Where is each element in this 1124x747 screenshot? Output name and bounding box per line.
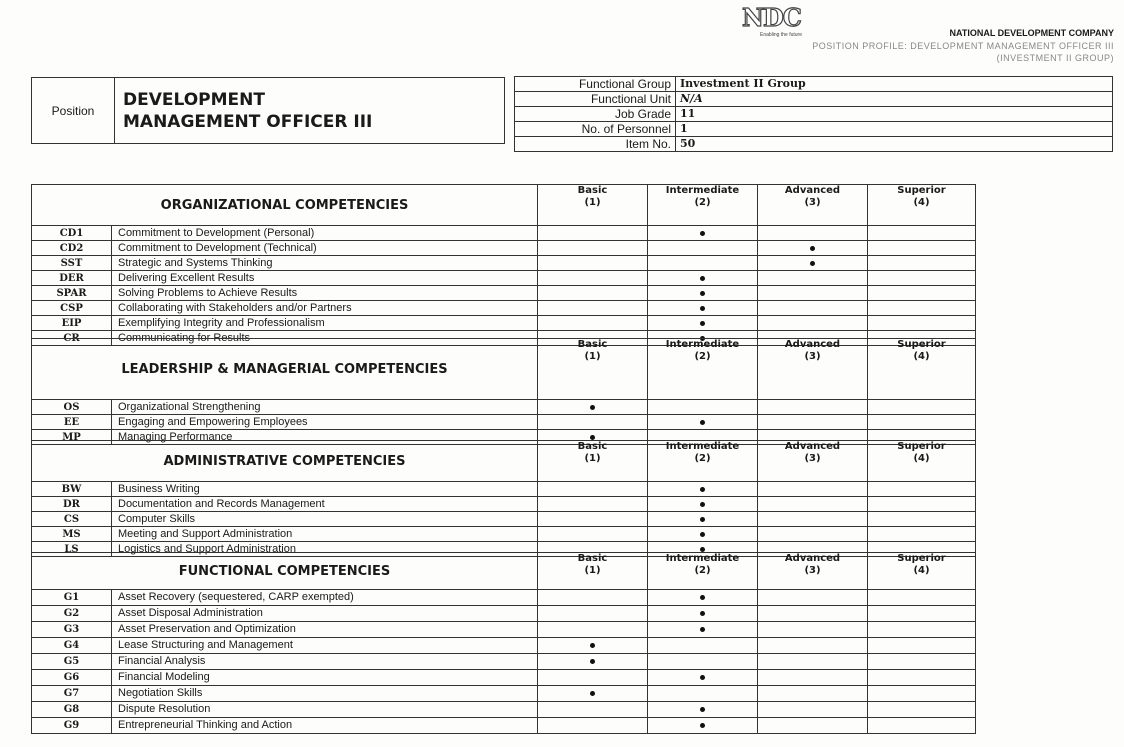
level-cell bbox=[648, 497, 758, 512]
level-cell bbox=[758, 400, 868, 415]
section-title: FUNCTIONAL COMPETENCIES bbox=[32, 553, 538, 590]
info-row bbox=[515, 107, 1113, 122]
level-cell bbox=[538, 256, 648, 271]
level-number: (4) bbox=[913, 565, 930, 576]
level-cell bbox=[538, 316, 648, 331]
level-cell bbox=[868, 497, 976, 512]
level-name: Superior bbox=[897, 339, 946, 350]
info-key: Item No. bbox=[515, 137, 676, 152]
level-number: (1) bbox=[584, 351, 601, 362]
level-name: Advanced bbox=[784, 441, 841, 452]
level-cell bbox=[648, 654, 758, 670]
competency-code: OS bbox=[32, 400, 112, 415]
competency-row bbox=[32, 301, 976, 316]
level-name: Superior bbox=[897, 553, 946, 564]
level-cell bbox=[538, 286, 648, 301]
level-header-superior bbox=[868, 441, 976, 482]
section-header-row bbox=[32, 185, 976, 226]
info-key: Job Grade bbox=[515, 107, 676, 122]
level-header-superior bbox=[868, 339, 976, 400]
competency-code: CR bbox=[32, 331, 112, 346]
competency-row bbox=[32, 241, 976, 256]
competency-code: SST bbox=[32, 256, 112, 271]
level-cell bbox=[538, 718, 648, 734]
level-number: (4) bbox=[913, 453, 930, 464]
competency-name: Asset Recovery (sequestered, CARP exempted) bbox=[112, 590, 538, 606]
level-header-superior bbox=[868, 185, 976, 226]
level-marker-dot bbox=[700, 291, 705, 296]
level-marker-dot bbox=[700, 231, 705, 236]
level-marker-dot bbox=[590, 691, 595, 696]
level-name: Basic bbox=[577, 185, 608, 196]
level-marker-dot bbox=[700, 502, 705, 507]
competency-name: Asset Preservation and Optimization bbox=[112, 622, 538, 638]
level-name: Superior bbox=[897, 185, 946, 196]
competency-row bbox=[32, 226, 976, 241]
level-cell bbox=[868, 527, 976, 542]
level-cell bbox=[538, 654, 648, 670]
level-cell bbox=[538, 400, 648, 415]
organizational-competencies-table bbox=[31, 184, 976, 346]
level-cell bbox=[868, 271, 976, 286]
level-cell bbox=[758, 226, 868, 241]
level-cell bbox=[868, 686, 976, 702]
section-header-row bbox=[32, 553, 976, 590]
level-cell bbox=[648, 622, 758, 638]
level-number: (1) bbox=[584, 197, 601, 208]
competency-row bbox=[32, 638, 976, 654]
level-cell bbox=[648, 482, 758, 497]
level-cell bbox=[648, 415, 758, 430]
competency-code: MS bbox=[32, 527, 112, 542]
competency-code: CD1 bbox=[32, 226, 112, 241]
level-cell bbox=[538, 497, 648, 512]
level-cell bbox=[868, 241, 976, 256]
position-box bbox=[31, 77, 505, 144]
competency-row bbox=[32, 286, 976, 301]
info-value: N/A bbox=[676, 92, 1113, 107]
competency-name: Exemplifying Integrity and Professionalism bbox=[112, 316, 538, 331]
level-number: (1) bbox=[584, 565, 601, 576]
level-cell bbox=[868, 286, 976, 301]
level-cell bbox=[868, 400, 976, 415]
level-cell bbox=[648, 271, 758, 286]
competency-row bbox=[32, 654, 976, 670]
competency-name: Collaborating with Stakeholders and/or Partners bbox=[112, 301, 538, 316]
level-marker-dot bbox=[700, 420, 705, 425]
competency-code: CD2 bbox=[32, 241, 112, 256]
level-cell bbox=[758, 286, 868, 301]
level-marker-dot bbox=[700, 611, 705, 616]
level-marker-dot bbox=[700, 517, 705, 522]
level-cell bbox=[538, 702, 648, 718]
level-cell bbox=[758, 482, 868, 497]
level-cell bbox=[648, 527, 758, 542]
competency-code: G4 bbox=[32, 638, 112, 654]
level-header-advanced bbox=[758, 441, 868, 482]
info-value: Investment II Group bbox=[676, 77, 1113, 92]
level-cell bbox=[758, 316, 868, 331]
competency-code: G9 bbox=[32, 718, 112, 734]
level-name: Advanced bbox=[784, 553, 841, 564]
level-cell bbox=[648, 670, 758, 686]
level-cell bbox=[648, 286, 758, 301]
level-cell bbox=[648, 606, 758, 622]
level-name: Intermediate bbox=[665, 441, 740, 452]
competency-name: Strategic and Systems Thinking bbox=[112, 256, 538, 271]
level-name: Intermediate bbox=[665, 553, 740, 564]
level-cell bbox=[868, 622, 976, 638]
level-cell bbox=[868, 718, 976, 734]
level-cell bbox=[758, 271, 868, 286]
competency-code: G1 bbox=[32, 590, 112, 606]
level-number: (3) bbox=[804, 197, 821, 208]
competency-name: Financial Analysis bbox=[112, 654, 538, 670]
level-marker-dot bbox=[590, 643, 595, 648]
level-cell bbox=[538, 686, 648, 702]
functional-competencies-table bbox=[31, 552, 976, 734]
competency-row bbox=[32, 271, 976, 286]
level-cell bbox=[538, 622, 648, 638]
competency-name: Financial Modeling bbox=[112, 670, 538, 686]
level-cell bbox=[758, 702, 868, 718]
level-cell bbox=[758, 415, 868, 430]
level-cell bbox=[538, 670, 648, 686]
level-header-advanced bbox=[758, 553, 868, 590]
competency-code: G5 bbox=[32, 654, 112, 670]
competency-row bbox=[32, 622, 976, 638]
competency-name: Commitment to Development (Personal) bbox=[112, 226, 538, 241]
section-title: ORGANIZATIONAL COMPETENCIES bbox=[32, 185, 538, 226]
level-header-basic bbox=[538, 185, 648, 226]
competency-code: EE bbox=[32, 415, 112, 430]
level-cell bbox=[868, 702, 976, 718]
level-marker-dot bbox=[590, 405, 595, 410]
position-title bbox=[115, 78, 372, 143]
level-number: (2) bbox=[694, 565, 711, 576]
level-cell bbox=[758, 512, 868, 527]
level-cell bbox=[758, 497, 868, 512]
competency-name: Dispute Resolution bbox=[112, 702, 538, 718]
level-cell bbox=[868, 606, 976, 622]
level-cell bbox=[758, 654, 868, 670]
competency-row bbox=[32, 527, 976, 542]
level-number: (2) bbox=[694, 351, 711, 362]
position-title-line-1: DEVELOPMENT bbox=[123, 89, 265, 110]
logo-text: NDC bbox=[742, 3, 801, 32]
level-cell bbox=[648, 638, 758, 654]
competency-name: Communicating for Results bbox=[112, 331, 538, 346]
level-marker-dot bbox=[590, 435, 595, 440]
competency-row bbox=[32, 686, 976, 702]
level-cell bbox=[758, 256, 868, 271]
level-marker-dot bbox=[810, 261, 815, 266]
level-header-superior bbox=[868, 553, 976, 590]
level-marker-dot bbox=[590, 659, 595, 664]
level-cell bbox=[758, 606, 868, 622]
info-value: 1 bbox=[676, 122, 1113, 137]
competency-code: G2 bbox=[32, 606, 112, 622]
competency-code: MP bbox=[32, 430, 112, 445]
level-number: (2) bbox=[694, 453, 711, 464]
competency-name: Documentation and Records Management bbox=[112, 497, 538, 512]
level-marker-dot bbox=[700, 321, 705, 326]
competency-row bbox=[32, 415, 976, 430]
level-cell bbox=[868, 670, 976, 686]
competency-name: Commitment to Development (Technical) bbox=[112, 241, 538, 256]
level-cell bbox=[648, 512, 758, 527]
level-cell bbox=[538, 271, 648, 286]
profile-header bbox=[812, 40, 1114, 64]
profile-line-2: (INVESTMENT II GROUP) bbox=[996, 53, 1114, 63]
level-name: Basic bbox=[577, 553, 608, 564]
competency-name: Managing Performance bbox=[112, 430, 538, 445]
competency-row bbox=[32, 702, 976, 718]
level-cell bbox=[758, 301, 868, 316]
level-cell bbox=[648, 226, 758, 241]
competency-code: SPAR bbox=[32, 286, 112, 301]
level-name: Advanced bbox=[784, 185, 841, 196]
position-info-table bbox=[514, 76, 1113, 152]
level-marker-dot bbox=[700, 276, 705, 281]
level-marker-dot bbox=[810, 246, 815, 251]
competency-code: G8 bbox=[32, 702, 112, 718]
competency-name: Entrepreneurial Thinking and Action bbox=[112, 718, 538, 734]
competency-name: Business Writing bbox=[112, 482, 538, 497]
level-name: Intermediate bbox=[665, 339, 740, 350]
level-cell bbox=[868, 590, 976, 606]
level-cell bbox=[538, 527, 648, 542]
leadership-managerial-competencies-table bbox=[31, 338, 976, 445]
administrative-competencies-table bbox=[31, 440, 976, 557]
level-cell bbox=[648, 256, 758, 271]
level-number: (3) bbox=[804, 565, 821, 576]
level-number: (4) bbox=[913, 197, 930, 208]
level-marker-dot bbox=[700, 675, 705, 680]
level-cell bbox=[868, 301, 976, 316]
level-number: (4) bbox=[913, 351, 930, 362]
level-marker-dot bbox=[700, 627, 705, 632]
section-title: LEADERSHIP & MANAGERIAL COMPETENCIES bbox=[32, 339, 538, 400]
level-header-advanced bbox=[758, 339, 868, 400]
level-number: (1) bbox=[584, 453, 601, 464]
profile-line-1: POSITION PROFILE: DEVELOPMENT MANAGEMENT OFFICER III bbox=[812, 41, 1114, 51]
level-cell bbox=[648, 241, 758, 256]
level-cell bbox=[648, 590, 758, 606]
competency-row bbox=[32, 670, 976, 686]
info-key: No. of Personnel bbox=[515, 122, 676, 137]
level-header-basic bbox=[538, 441, 648, 482]
competency-code: DER bbox=[32, 271, 112, 286]
competency-row bbox=[32, 590, 976, 606]
level-cell bbox=[648, 718, 758, 734]
level-cell bbox=[868, 638, 976, 654]
competency-name: Delivering Excellent Results bbox=[112, 271, 538, 286]
level-cell bbox=[758, 638, 868, 654]
position-title-line-2: MANAGEMENT OFFICER III bbox=[123, 111, 373, 132]
level-name: Superior bbox=[897, 441, 946, 452]
competency-row bbox=[32, 512, 976, 527]
level-header-intermediate bbox=[648, 339, 758, 400]
competency-code: DR bbox=[32, 497, 112, 512]
level-cell bbox=[538, 590, 648, 606]
competency-row bbox=[32, 718, 976, 734]
ndc-logo bbox=[742, 3, 834, 38]
level-marker-dot bbox=[700, 595, 705, 600]
level-cell bbox=[758, 590, 868, 606]
competency-name: Meeting and Support Administration bbox=[112, 527, 538, 542]
level-header-basic bbox=[538, 553, 648, 590]
level-cell bbox=[758, 718, 868, 734]
level-header-intermediate bbox=[648, 185, 758, 226]
level-marker-dot bbox=[700, 487, 705, 492]
competency-name: Asset Disposal Administration bbox=[112, 606, 538, 622]
level-number: (3) bbox=[804, 351, 821, 362]
competency-code: G6 bbox=[32, 670, 112, 686]
level-cell bbox=[868, 654, 976, 670]
info-row bbox=[515, 122, 1113, 137]
competency-name: Computer Skills bbox=[112, 512, 538, 527]
level-marker-dot bbox=[700, 723, 705, 728]
level-cell bbox=[758, 241, 868, 256]
info-value: 11 bbox=[676, 107, 1113, 122]
level-marker-dot bbox=[700, 707, 705, 712]
level-marker-dot bbox=[700, 306, 705, 311]
level-name: Intermediate bbox=[665, 185, 740, 196]
competency-name: Engaging and Empowering Employees bbox=[112, 415, 538, 430]
level-cell bbox=[868, 482, 976, 497]
level-cell bbox=[648, 400, 758, 415]
competency-name: Logistics and Support Administration bbox=[112, 542, 538, 557]
level-cell bbox=[538, 301, 648, 316]
info-row bbox=[515, 92, 1113, 107]
logo-tagline: Enabling the future bbox=[760, 32, 802, 38]
level-cell bbox=[758, 686, 868, 702]
competency-code: G3 bbox=[32, 622, 112, 638]
level-cell bbox=[538, 226, 648, 241]
level-cell bbox=[868, 415, 976, 430]
competency-row bbox=[32, 497, 976, 512]
section-header-row bbox=[32, 441, 976, 482]
info-key: Functional Group bbox=[515, 77, 676, 92]
section-header-row bbox=[32, 339, 976, 400]
level-header-intermediate bbox=[648, 441, 758, 482]
level-cell bbox=[648, 702, 758, 718]
level-marker-dot bbox=[700, 532, 705, 537]
level-cell bbox=[538, 606, 648, 622]
info-key: Functional Unit bbox=[515, 92, 676, 107]
level-cell bbox=[538, 241, 648, 256]
info-value: 50 bbox=[676, 137, 1113, 152]
competency-code: CS bbox=[32, 512, 112, 527]
level-cell bbox=[758, 527, 868, 542]
level-cell bbox=[868, 512, 976, 527]
level-header-intermediate bbox=[648, 553, 758, 590]
competency-name: Organizational Strengthening bbox=[112, 400, 538, 415]
competency-code: LS bbox=[32, 542, 112, 557]
competency-row bbox=[32, 482, 976, 497]
info-row bbox=[515, 77, 1113, 92]
competency-name: Lease Structuring and Management bbox=[112, 638, 538, 654]
competency-row bbox=[32, 256, 976, 271]
competency-name: Negotiation Skills bbox=[112, 686, 538, 702]
level-cell bbox=[868, 256, 976, 271]
section-title: ADMINISTRATIVE COMPETENCIES bbox=[32, 441, 538, 482]
competency-code: BW bbox=[32, 482, 112, 497]
level-header-advanced bbox=[758, 185, 868, 226]
level-cell bbox=[538, 482, 648, 497]
level-name: Advanced bbox=[784, 339, 841, 350]
competency-code: CSP bbox=[32, 301, 112, 316]
level-header-basic bbox=[538, 339, 648, 400]
level-cell bbox=[648, 301, 758, 316]
competency-row bbox=[32, 316, 976, 331]
position-label: Position bbox=[32, 78, 115, 143]
level-cell bbox=[758, 622, 868, 638]
level-marker-dot bbox=[700, 547, 705, 552]
level-cell bbox=[868, 316, 976, 331]
level-cell bbox=[758, 670, 868, 686]
level-cell bbox=[868, 226, 976, 241]
info-row bbox=[515, 137, 1113, 152]
competency-name: Solving Problems to Achieve Results bbox=[112, 286, 538, 301]
level-number: (3) bbox=[804, 453, 821, 464]
level-cell bbox=[538, 512, 648, 527]
level-name: Basic bbox=[577, 441, 608, 452]
competency-row bbox=[32, 606, 976, 622]
level-number: (2) bbox=[694, 197, 711, 208]
competency-row bbox=[32, 400, 976, 415]
level-cell bbox=[648, 316, 758, 331]
competency-code: G7 bbox=[32, 686, 112, 702]
level-cell bbox=[538, 415, 648, 430]
competency-code: EIP bbox=[32, 316, 112, 331]
level-cell bbox=[648, 686, 758, 702]
company-name: NATIONAL DEVELOPMENT COMPANY bbox=[949, 28, 1114, 38]
level-cell bbox=[538, 638, 648, 654]
level-name: Basic bbox=[577, 339, 608, 350]
